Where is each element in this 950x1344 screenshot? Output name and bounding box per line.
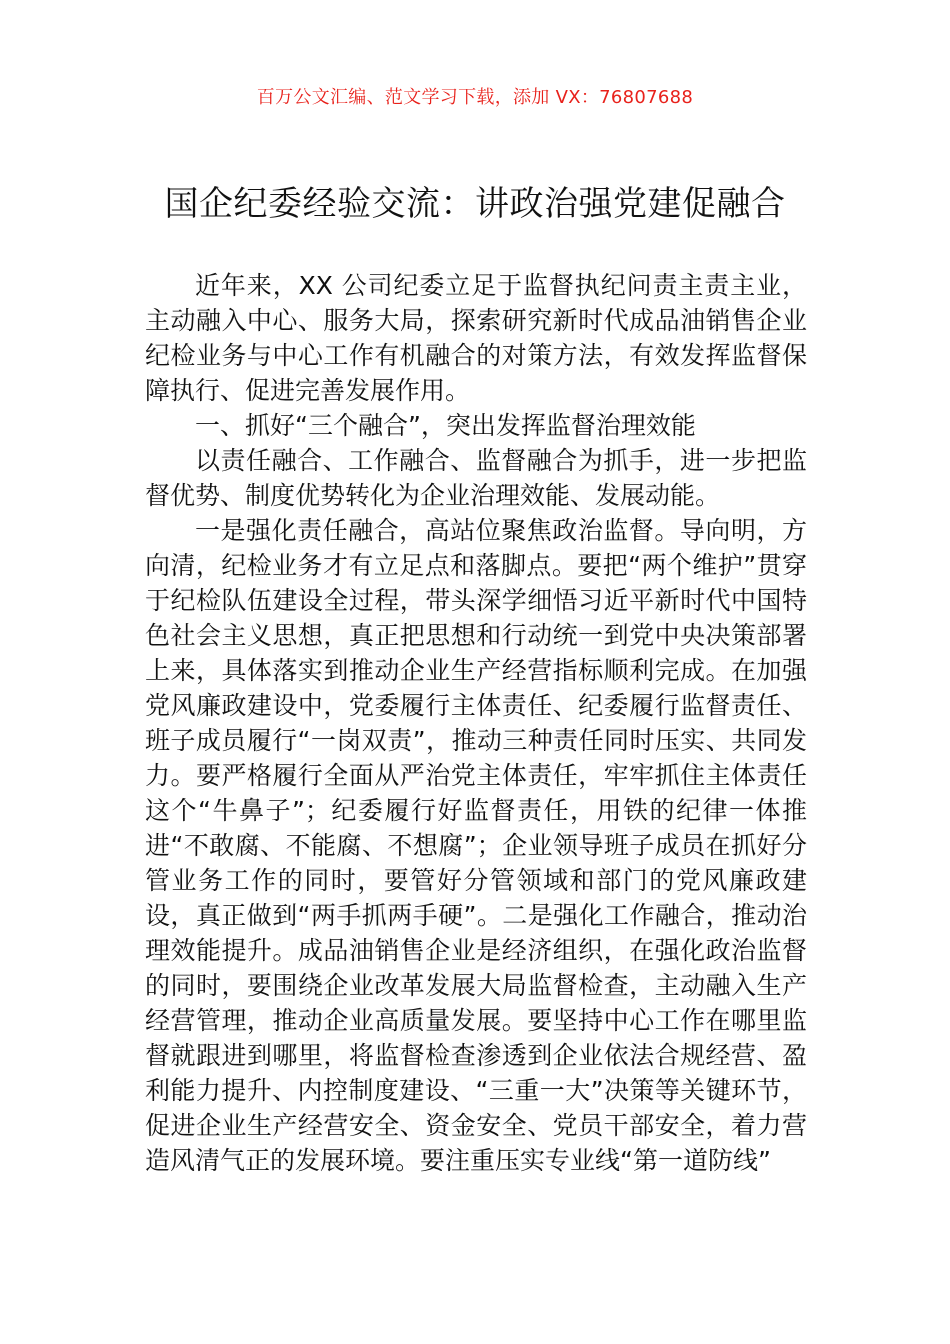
- paragraph-main: 一是强化责任融合，高站位聚焦政治监督。导向明，方向清，纪检业务才有立足点和落脚点。要把“两个维护”贯穿于纪检队伍建设全过程，带头深学细悟习近平新时代中国特色社会主义思想，真正把思想和行动统一到党中央决策部署上来，具体落实到推动企业生产经营指标顺利完成。在加强党风廉政建设中，党委履行主体责任、纪委履行监督责任、班子成员履行“一岗双责”，推动三种责任同时压实、共同发力。要严格履行全面从严治党主体责任，牢牢抓住主体责任这个“牛鼻子”；纪委履行好监督责任，用铁的纪律一体推进“不敢腐、不能腐、不想腐”；企业领导班子成员在抓好分管业务工作的同时，要管好分管领域和部门的党风廉政建设，真正做到“两手抓两手硬”。二是强化工作融合，推动治理效能提升。成品油销售企业是经济组织，在强化政治监督的同时，要围绕企业改革发展大局监督检查，主动融入生产经营管理，推动企业高质量发展。要坚持中心工作在哪里监督就跟进到哪里，将监督检查渗透到企业依法合规经营、盈利能力提升、内控制度建设、“三重一大”决策等关键环节，促进企业生产经营安全、资金安全、党员干部安全，着力营造风清气正的发展环境。要注重压实专业线“第一道防线”: [145, 516, 807, 1175]
- document-title: 国企纪委经验交流：讲政治强党建促融合: [164, 184, 786, 224]
- paragraph-intro: 近年来，XX 公司纪委立足于监督执纪问责主责主业，主动融入中心、服务大局，探索研究新时代成品油销售企业纪检业务与中心工作有机融合的对策方法，有效发挥监督保障执行、促进完善发展作用。: [145, 271, 807, 405]
- document-body: [145, 268, 807, 1178]
- header-note: 百万公文汇编、范文学习下载，添加 VX：76807688: [256, 87, 694, 108]
- section-heading: 一、抓好“三个融合”，突出发挥监督治理效能: [195, 411, 696, 440]
- paragraph-summary: 以责任融合、工作融合、监督融合为抓手，进一步把监督优势、制度优势转化为企业治理效能、发展动能。: [145, 446, 807, 510]
